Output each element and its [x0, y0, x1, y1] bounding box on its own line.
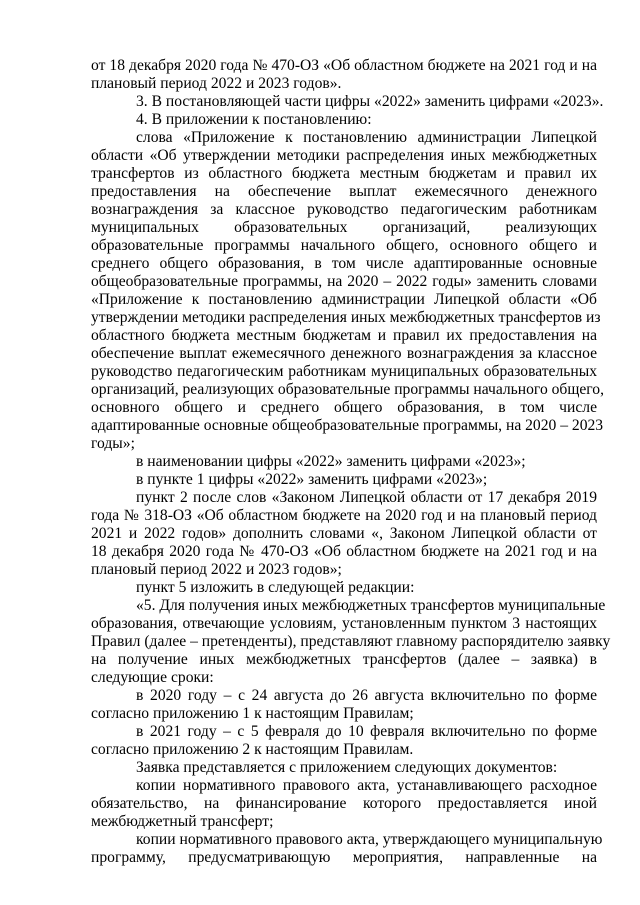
text-line: предоставления на обеспечение выплат ежемесячного денежного — [91, 183, 597, 200]
text-line: образования, отвечающие условиям, установленным пунктом 3 настоящих — [91, 615, 597, 632]
text-line: вознаграждения за классное руководство педагогическим работникам — [91, 201, 597, 218]
text-line: пункт 2 после слов «Законом Липецкой области от 17 декабря 2019 — [136, 489, 597, 506]
text-line: областного бюджета местным бюджетам и правил их предоставления на — [91, 327, 597, 344]
text-line: согласно приложению 1 к настоящим Правилам; — [91, 705, 414, 722]
text-line: согласно приложению 2 к настоящим Правилам. — [91, 741, 414, 758]
text-line: 4. В приложении к постановлению: — [136, 111, 372, 128]
text-line: трансфертов из областного бюджета местным бюджетам и правил их — [91, 165, 597, 182]
text-line: года № 318-ОЗ «Об областном бюджете на 2020 год и на плановый период — [91, 507, 597, 524]
text-line: следующие сроки: — [91, 669, 214, 686]
text-line: годы»; — [91, 435, 135, 452]
text-line: в 2021 году – с 5 февраля до 10 февраля включительно по форме — [136, 723, 597, 740]
text-line: на получение иных межбюджетных трансфертов (далее – заявка) в — [91, 651, 597, 668]
text-line: программу, предусматривающую мероприятия, направленные на — [91, 849, 597, 866]
text-line: в 2020 году – с 24 августа до 26 августа включительно по форме — [136, 687, 597, 704]
text-line: «Приложение к постановлению администрации Липецкой области «Об — [91, 291, 597, 308]
text-line: основного общего и среднего общего образования, в том числе — [91, 399, 597, 416]
text-line: утверждении методики распределения иных межбюджетных трансфертов из — [91, 309, 601, 326]
text-line: обязательство, на финансирование которого предоставляется иной — [91, 795, 597, 812]
text-line: 18 декабря 2020 года № 470-ОЗ «Об областном бюджете на 2021 год и на — [91, 543, 597, 560]
text-line: копии нормативного правового акта, утверждающего муниципальную — [136, 831, 603, 848]
text-line: среднего общего образования, в том числе адаптированные основные — [91, 255, 597, 272]
text-line: Заявка представляется с приложением следующих документов: — [136, 759, 558, 776]
text-line: общеобразовательные программы, на 2020 – 2022 годы» заменить словами — [91, 273, 597, 290]
text-line: 3. В постановляющей части цифры «2022» заменить цифрами «2023». — [136, 93, 604, 110]
text-line: «5. Для получения иных межбюджетных трансфертов муниципальные — [136, 597, 606, 614]
text-line: в наименовании цифры «2022» заменить цифрами «2023»; — [136, 453, 526, 470]
text-line: области «Об утверждении методики распределения иных межбюджетных — [91, 147, 597, 164]
text-line: пункт 5 изложить в следующей редакции: — [136, 579, 415, 596]
text-line: от 18 декабря 2020 года № 470-ОЗ «Об областном бюджете на 2021 год и на — [91, 57, 597, 74]
text-line: в пункте 1 цифры «2022» заменить цифрами «2023»; — [136, 471, 488, 488]
text-line: организаций, реализующих образовательные программы начального общего, — [91, 381, 605, 398]
text-line: плановый период 2022 и 2023 годов»; — [91, 561, 342, 578]
text-line: обеспечение выплат ежемесячного денежного вознаграждения за классное — [91, 345, 597, 362]
text-line: слова «Приложение к постановлению администрации Липецкой — [136, 129, 597, 146]
text-line: руководство педагогическим работникам муниципальных образовательных — [91, 363, 597, 380]
text-line: Правил (далее – претенденты), представляют главному распорядителю заявку — [91, 633, 611, 650]
text-line: муниципальных образовательных организаций, реализующих — [91, 219, 597, 236]
text-line: копии нормативного правового акта, устанавливающего расходное — [136, 777, 597, 794]
text-line: 2021 и 2022 годов» дополнить словами «, Законом Липецкой области от — [91, 525, 597, 542]
text-line: адаптированные основные общеобразовательные программы, на 2020 – 2023 — [91, 417, 604, 434]
text-line: межбюджетный трансферт; — [91, 813, 274, 830]
text-line: образовательные программы начального общего, основного общего и — [91, 237, 597, 254]
text-line: плановый период 2022 и 2023 годов». — [91, 75, 342, 92]
